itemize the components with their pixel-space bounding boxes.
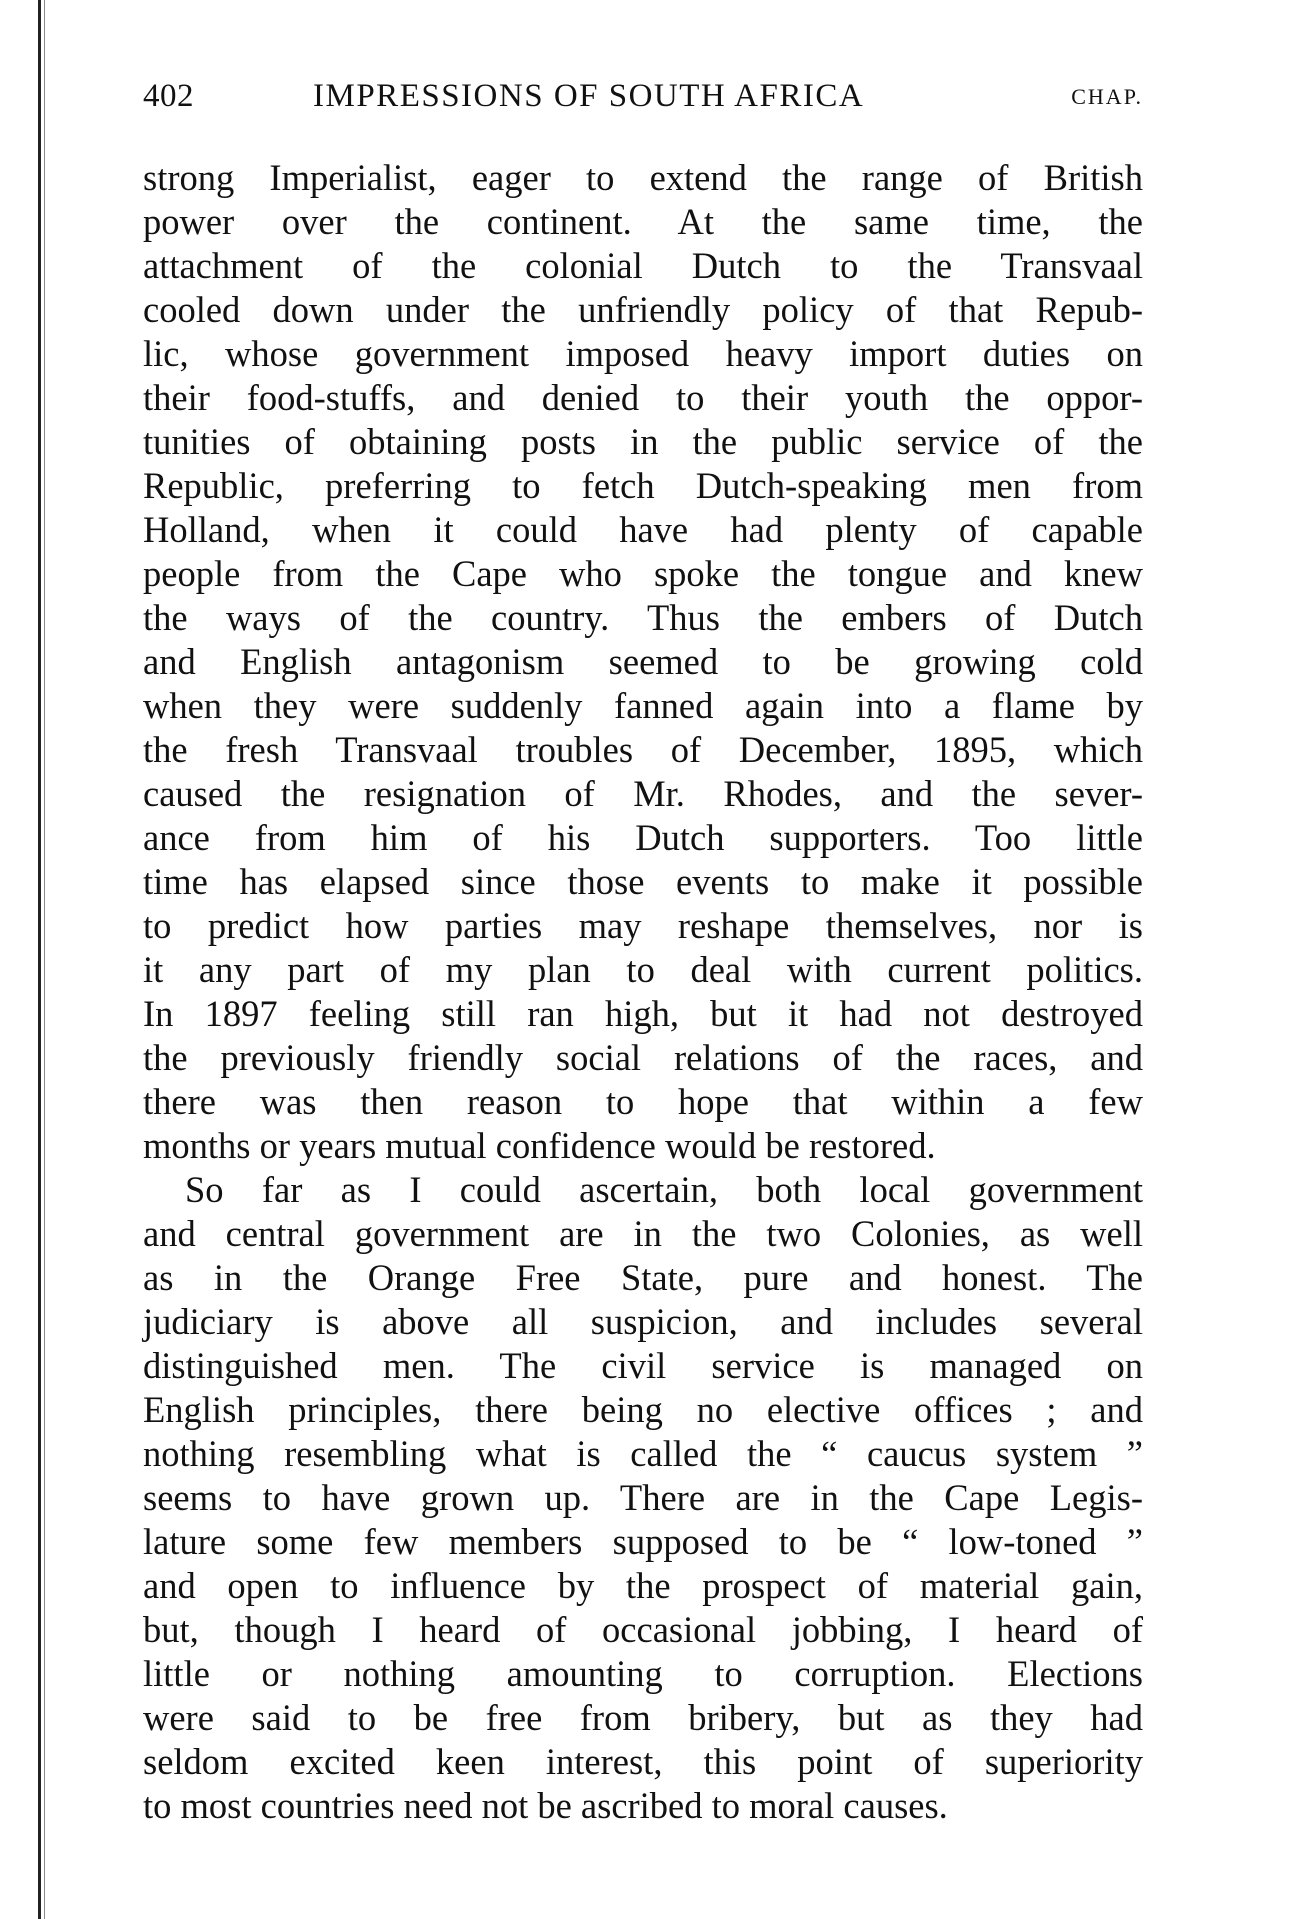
- text-line: strong Imperialist, eager to extend the range of British: [143, 157, 1143, 198]
- text-line: little or nothing amounting to corruption. Elections: [143, 1653, 1143, 1694]
- text-line: the ways of the country. Thus the embers of Dutch: [143, 597, 1143, 638]
- text-line: and central government are in the two Colonies, as well: [143, 1213, 1143, 1254]
- text-line: nothing resembling what is called the “ caucus system ”: [143, 1433, 1143, 1474]
- text-line: seldom excited keen interest, this point of superiority: [143, 1741, 1143, 1782]
- text-line: to predict how parties may reshape themselves, nor is: [143, 905, 1143, 946]
- text-line: In 1897 feeling still ran high, but it had not destroyed: [143, 993, 1143, 1034]
- text-line: So far as I could ascertain, both local government: [185, 1169, 1143, 1210]
- binding-edge: [38, 0, 41, 1919]
- text-line: when they were suddenly fanned again into a flame by: [143, 685, 1143, 726]
- text-line: lic, whose government imposed heavy import duties on: [143, 333, 1143, 374]
- body-text: [143, 156, 1143, 1828]
- text-line: distinguished men. The civil service is managed on: [143, 1345, 1143, 1386]
- text-line: as in the Orange Free State, pure and honest. The: [143, 1257, 1143, 1298]
- text-line: there was then reason to hope that within a few: [143, 1081, 1143, 1122]
- running-title: IMPRESSIONS OF SOUTH AFRICA: [313, 78, 865, 114]
- text-line: people from the Cape who spoke the tongue and knew: [143, 553, 1143, 594]
- page-number: 402: [143, 78, 194, 114]
- text-line: attachment of the colonial Dutch to the Transvaal: [143, 245, 1143, 286]
- text-line: cooled down under the unfriendly policy of that Repub-: [143, 289, 1143, 330]
- binding-edge-shadow: [44, 0, 45, 1919]
- text-line: the previously friendly social relations of the races, and: [143, 1037, 1143, 1078]
- text-line: were said to be free from bribery, but as they had: [143, 1697, 1143, 1738]
- paragraph-2: [143, 1168, 1143, 1828]
- text-line: and English antagonism seemed to be growing cold: [143, 641, 1143, 682]
- text-line: and open to influence by the prospect of material gain,: [143, 1565, 1143, 1606]
- text-line: to most countries need not be ascribed to moral causes.: [143, 1785, 948, 1826]
- text-line: tunities of obtaining posts in the public service of the: [143, 421, 1143, 462]
- text-line: their food-stuffs, and denied to their youth the oppor-: [143, 377, 1143, 418]
- paragraph-1: [143, 156, 1143, 1168]
- text-line: but, though I heard of occasional jobbing, I heard of: [143, 1609, 1143, 1650]
- text-line: Republic, preferring to fetch Dutch-speaking men from: [143, 465, 1143, 506]
- text-line: Holland, when it could have had plenty of capable: [143, 509, 1143, 550]
- text-line: judiciary is above all suspicion, and includes several: [143, 1301, 1143, 1342]
- text-line: seems to have grown up. There are in the Cape Legis-: [143, 1477, 1143, 1518]
- text-line: time has elapsed since those events to make it possible: [143, 861, 1143, 902]
- text-line: ance from him of his Dutch supporters. Too little: [143, 817, 1143, 858]
- text-line: power over the continent. At the same time, the: [143, 201, 1143, 242]
- text-line: caused the resignation of Mr. Rhodes, and the sever-: [143, 773, 1143, 814]
- text-line: months or years mutual confidence would be restored.: [143, 1125, 936, 1166]
- chapter-abbrev: CHAP.: [1071, 84, 1143, 109]
- text-line: the fresh Transvaal troubles of December, 1895, which: [143, 729, 1143, 770]
- text-line: it any part of my plan to deal with current politics.: [143, 949, 1143, 990]
- text-line: lature some few members supposed to be “ low-toned ”: [143, 1521, 1143, 1562]
- running-head: [143, 78, 1143, 128]
- text-line: English principles, there being no elective offices ; and: [143, 1389, 1143, 1430]
